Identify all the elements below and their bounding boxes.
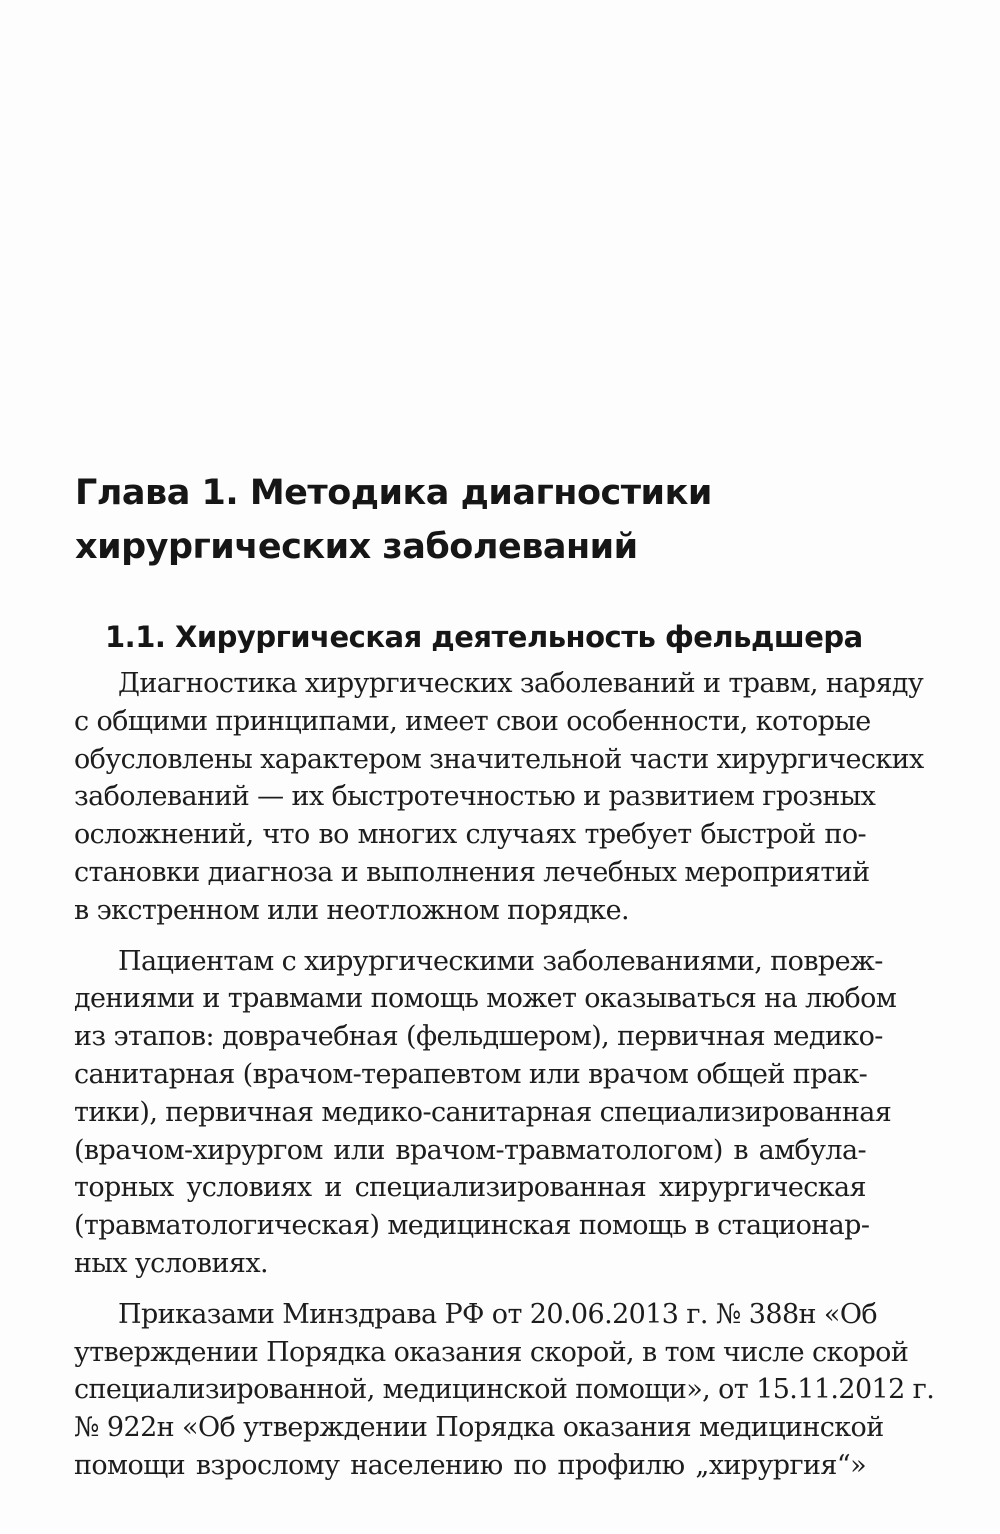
text-line: утверждении Порядка оказания скорой, в том числе скорой (74, 1336, 909, 1368)
chapter-title-line: хирургических заболеваний (75, 527, 638, 567)
text-line: специализированной, медицинской помощи», от 15.11.2012 г. (74, 1374, 935, 1406)
chapter-title-line: Глава 1. Методика диагностики (75, 473, 712, 513)
text-line: Диагностика хирургических заболеваний и травм, наряду (118, 668, 924, 699)
text-line: дениями и травмами помощь может оказываться на любом (74, 983, 897, 1015)
text-line: помощи взрослому населению по профилю „хирургия“» (74, 1449, 866, 1481)
paragraph (74, 943, 897, 1283)
chapter-title (75, 466, 875, 574)
text-line: осложнений, что во многих случаях требует быстрой по- (74, 819, 866, 851)
text-line: в экстренном или неотложном порядке. (74, 894, 629, 926)
text-line: санитарная (врачом-терапевтом или врачом общей прак- (74, 1058, 868, 1090)
section-title: 1.1. Хирургическая деятельность фельдшера (105, 620, 863, 654)
text-line: торных условиях и специализированная хирургическая (74, 1172, 866, 1204)
text-line: ных условиях. (74, 1247, 268, 1279)
paragraph (74, 1296, 935, 1485)
text-line: обусловлены характером значительной части хирургических (74, 743, 924, 775)
text-line: тики), первичная медико-санитарная специализированная (74, 1096, 892, 1128)
text-line: становки диагноза и выполнения лечебных мероприятий (74, 856, 870, 888)
text-line: (врачом-хирургом или врачом-травматологом) в амбула- (74, 1134, 866, 1166)
text-line: (травматологическая) медицинская помощь в стационар- (74, 1210, 870, 1242)
body-text (74, 665, 935, 1498)
text-line: заболеваний — их быстротечностью и развитием грозных (74, 781, 876, 813)
text-line: Приказами Минздрава РФ от 20.06.2013 г. № 388н «Об (118, 1298, 878, 1330)
text-line: с общими принципами, имеет свои особенности, которые (74, 705, 871, 737)
text-line: Пациентам с хирургическими заболеваниями, повреж- (118, 945, 883, 977)
text-line: № 922н «Об утверждении Порядка оказания медицинской (74, 1412, 884, 1444)
text-line: из этапов: доврачебная (фельдшером), первичная медико- (74, 1021, 883, 1053)
paragraph (74, 665, 924, 930)
